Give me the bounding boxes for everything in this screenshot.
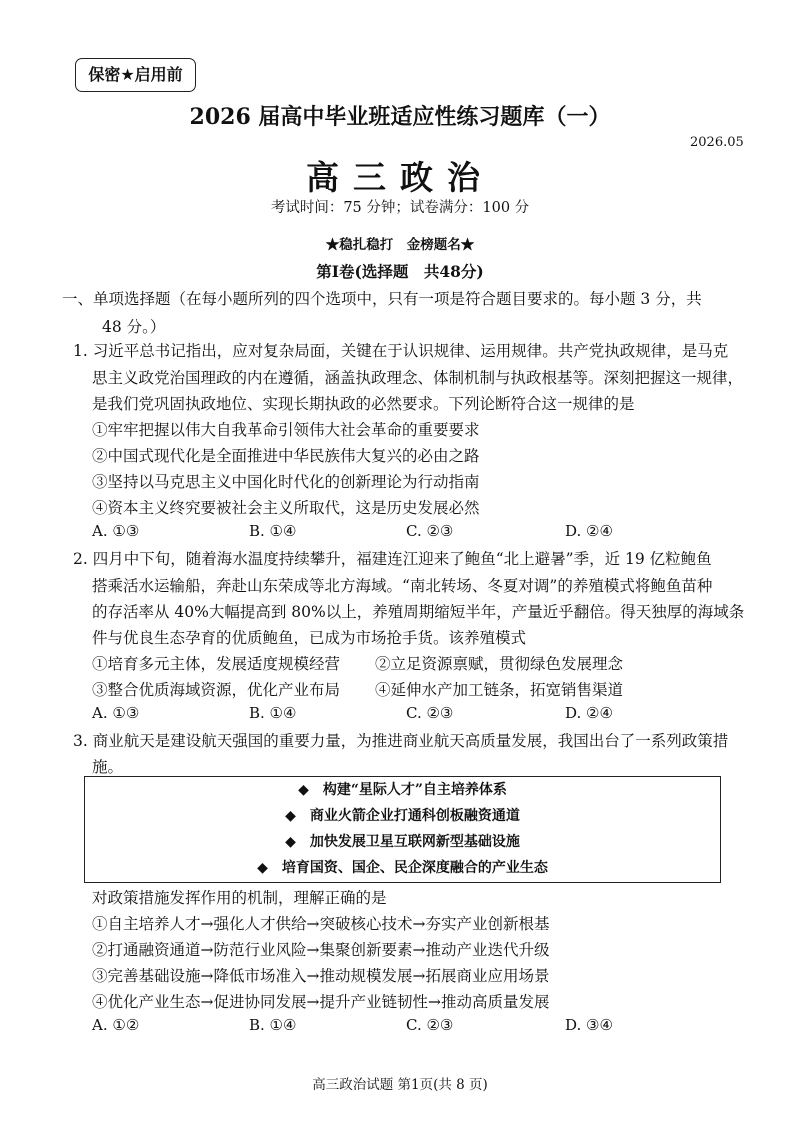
answer-option-c: C. ②③ [406,1016,454,1034]
policy-item: ◆ 加快发展卫星互联网新型基础设施 [285,834,520,850]
question-text: 1. 习近平总书记指出，应对复杂局面，关键在于认识规律、运用规律。共产党执政规律，是马克 [73,342,729,360]
answer-option-b: B. ①④ [249,522,297,540]
answer-option-d: D. ②④ [565,522,613,540]
statement-item: ③完善基础设施→降低市场准入→推动规模发展→拓展商业应用场景 [92,967,550,985]
statement-item: ②打通融资通道→防范行业风险→集聚创新要素→推动产业迭代升级 [92,941,550,959]
question-text: 3. 商业航天是建设航天强国的重要力量，为推进商业航天高质量发展，我国出台了一系列政策措 [73,732,729,750]
statement-item: ①牢牢把握以伟大自我革命引领伟大社会革命的重要要求 [92,421,480,439]
policy-item: ◆ 构建“星际人才”自主培养体系 [298,782,507,798]
exam-info: 考试时间：75 分钟；试卷满分：100 分 [270,200,530,216]
statement-item: ④资本主义终究要被社会主义所取代，这是历史发展必然 [92,499,480,517]
answer-option-c: C. ②③ [406,704,454,722]
answer-option-d: D. ③④ [565,1016,613,1034]
answer-option-c: C. ②③ [406,522,454,540]
question-text: 件与优良生态孕育的优质鲍鱼，已成为市场抢手货。该养殖模式 [92,629,527,647]
exam-date: 2026.05 [690,135,744,150]
page-footer: 高三政治试题 第1页(共 8 页) [312,1077,488,1093]
question-text: 是我们党巩固执政地位、实现长期执政的必然要求。下列论断符合这一规律的是 [92,395,635,413]
section-instruction: 一、单项选择题（在每小题所列的四个选项中，只有一项是符合题目要求的。每小题 3 分，共 [62,290,702,308]
policy-item: ◆ 培育国资、国企、民企深度融合的产业生态 [257,860,548,876]
statement-item: ①自主培养人才→强化人才供给→突破核心技术→夯实产业创新根基 [92,915,550,933]
policy-item: ◆ 商业火箭企业打通科创板融资通道 [285,808,520,824]
answer-option-a: A. ①③ [92,704,140,722]
statement-item: ②中国式现代化是全面推进中华民族伟大复兴的必由之路 [92,447,480,465]
answer-option-b: B. ①④ [249,704,297,722]
question-text: 对政策措施发挥作用的机制，理解正确的是 [92,889,387,907]
subject-title: 高三政治 [306,158,494,197]
statement-item: ④延伸水产加工链条，拓宽销售渠道 [375,681,624,699]
confidential-badge: 保密★启用前 [75,58,196,92]
question-text: 施。 [92,758,124,776]
question-text: 搭乘活水运输船，奔赴山东荣成等北方海域。“南北转场、冬夏对调”的养殖模式将鲍鱼苗种 [92,577,713,595]
section-title: 第Ⅰ卷(选择题 共48分) [316,262,484,281]
motto: ★稳扎稳打 金榜题名★ [325,237,475,253]
statement-item: ③坚持以马克思主义中国化时代化的创新理论为行动指南 [92,473,480,491]
statement-item: ①培育多元主体，发展适度规模经营 [92,655,341,673]
question-text: 2. 四月中下旬，随着海水温度持续攀升，福建连江迎来了鲍鱼“北上避暑”季，近 19 亿粒鲍鱼 [73,550,712,568]
exam-title: 2026 届高中毕业班适应性练习题库（一） [189,104,611,130]
answer-option-d: D. ②④ [565,704,613,722]
statement-item: ④优化产业生态→促进协同发展→提升产业链韧性→推动高质量发展 [92,993,550,1011]
statement-item: ②立足资源禀赋，贯彻绿色发展理念 [375,655,624,673]
question-text: 思主义政党治国理政的内在遵循，涵盖执政理念、体制机制与执政根基等。深刻把握这一规律， [92,369,744,387]
policy-measures-box [84,776,721,883]
question-text: 的存活率从 40%大幅提高到 80%以上，养殖周期缩短半年，产量近乎翻倍。得天独厚的海域条 [92,603,745,621]
answer-option-b: B. ①④ [249,1016,297,1034]
answer-option-a: A. ①③ [92,522,140,540]
section-instruction: 48 分。） [102,318,166,336]
answer-option-a: A. ①② [92,1016,140,1034]
statement-item: ③整合优质海域资源，优化产业布局 [92,681,341,699]
